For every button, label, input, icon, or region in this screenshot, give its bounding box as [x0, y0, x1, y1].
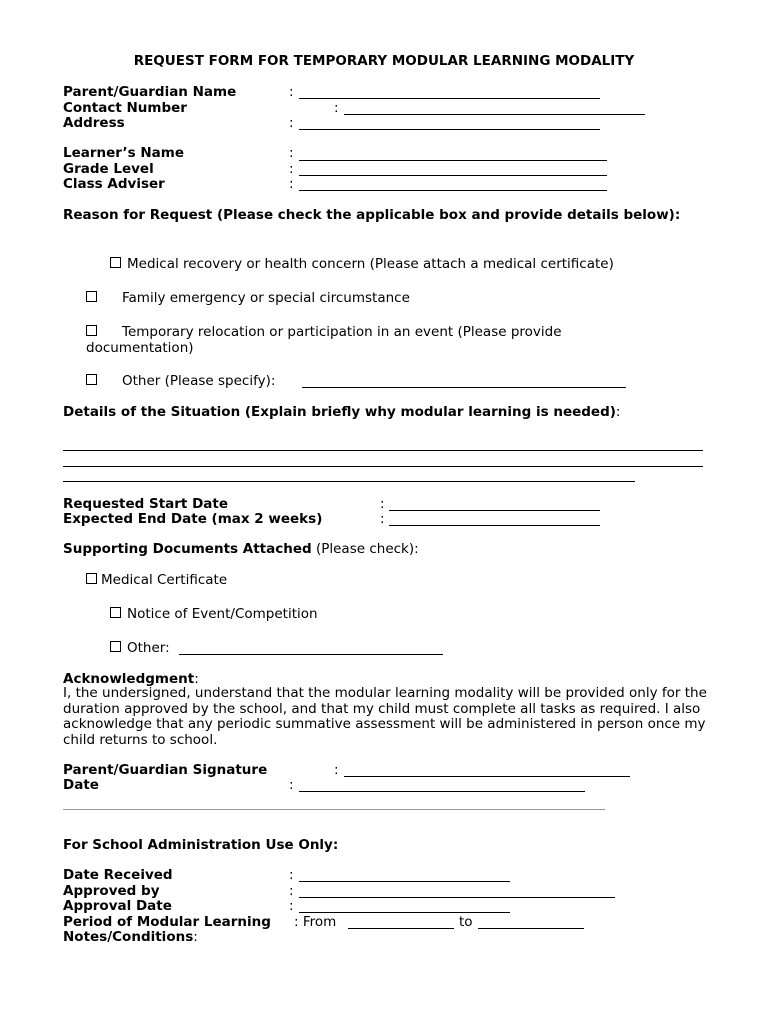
details-line-1[interactable]	[63, 450, 703, 451]
grade-level-colon: :	[289, 161, 294, 177]
section-divider	[63, 809, 605, 810]
doc-option-medical[interactable]	[86, 573, 227, 588]
learner-name-label: Learner’s Name	[63, 145, 185, 161]
reason-option-medical[interactable]	[110, 257, 614, 272]
checkbox-icon[interactable]	[86, 573, 97, 584]
checkbox-icon[interactable]	[86, 325, 97, 336]
date-received-colon: :	[289, 867, 294, 883]
reason-other-field[interactable]	[302, 387, 626, 388]
period-from-field[interactable]	[348, 928, 454, 929]
signature-colon: :	[334, 762, 339, 778]
period-to-label: to	[459, 914, 473, 930]
signature-date-field[interactable]	[299, 791, 585, 792]
notes-label: Notes/Conditions:	[63, 929, 198, 945]
doc-option-other[interactable]	[110, 641, 170, 656]
date-received-label: Date Received	[63, 867, 173, 883]
reason-option-other[interactable]	[86, 374, 275, 389]
grade-level-field[interactable]	[299, 175, 607, 176]
parent-name-label: Parent/Guardian Name	[63, 84, 237, 100]
checkbox-icon[interactable]	[86, 291, 97, 302]
period-label: Period of Modular Learning	[63, 914, 271, 930]
approval-date-colon: :	[289, 898, 294, 914]
class-adviser-label: Class Adviser	[63, 176, 165, 192]
checkbox-icon[interactable]	[86, 374, 97, 385]
doc-option-event[interactable]	[110, 607, 318, 622]
period-to-field[interactable]	[478, 928, 584, 929]
signature-date-colon: :	[289, 777, 294, 793]
checkbox-icon[interactable]	[110, 257, 121, 268]
reason-heading: Reason for Request (Please check the applicable box and provide details below):	[63, 207, 681, 223]
address-label: Address	[63, 115, 125, 131]
period-from-label: : From	[294, 914, 337, 930]
reason-option-family[interactable]	[86, 291, 410, 306]
details-line-3[interactable]	[63, 481, 635, 482]
start-date-field[interactable]	[389, 510, 600, 511]
approved-by-field[interactable]	[299, 897, 615, 898]
doc-other-field[interactable]	[179, 654, 443, 655]
form-title: REQUEST FORM FOR TEMPORARY MODULAR LEARNING MODALITY	[133, 53, 635, 69]
doc-option-event-label: Notice of Event/Competition	[127, 606, 318, 622]
contact-number-colon: :	[334, 100, 339, 116]
reason-option-medical-label: Medical recovery or health concern (Please attach a medical certificate)	[127, 256, 614, 272]
doc-option-other-label: Other:	[127, 640, 170, 656]
parent-name-field[interactable]	[299, 98, 600, 99]
address-colon: :	[289, 115, 294, 131]
admin-heading: For School Administration Use Only:	[63, 837, 339, 853]
doc-option-medical-label: Medical Certificate	[101, 572, 228, 588]
details-heading: Details of the Situation (Explain briefly why modular learning is needed):	[63, 404, 621, 420]
address-field[interactable]	[299, 129, 600, 130]
signature-field[interactable]	[344, 776, 630, 777]
end-date-field[interactable]	[389, 525, 600, 526]
start-date-label: Requested Start Date	[63, 496, 229, 512]
ack-heading: Acknowledgment:	[63, 671, 199, 687]
checkbox-icon[interactable]	[110, 607, 121, 618]
date-received-field[interactable]	[299, 881, 510, 882]
end-date-colon: :	[380, 511, 385, 527]
contact-number-label: Contact Number	[63, 100, 187, 116]
checkbox-icon[interactable]	[110, 641, 121, 652]
grade-level-label: Grade Level	[63, 161, 154, 177]
ack-text: I, the undersigned, understand that the modular learning modality will be provided only for the duration approved by the school, and that my child must complete all tasks as required. I also acknowledge that any periodic summative assessment will be administered in person once my child returns to school.	[63, 685, 707, 748]
details-line-2[interactable]	[63, 466, 703, 467]
contact-number-field[interactable]	[344, 114, 645, 115]
start-date-colon: :	[380, 496, 385, 512]
approved-by-colon: :	[289, 883, 294, 899]
learner-name-field[interactable]	[299, 160, 607, 161]
approval-date-field[interactable]	[299, 912, 510, 913]
signature-label: Parent/Guardian Signature	[63, 762, 268, 778]
parent-name-colon: :	[289, 84, 294, 100]
learner-name-colon: :	[289, 145, 294, 161]
docs-heading: Supporting Documents Attached (Please check):	[63, 541, 419, 557]
approved-by-label: Approved by	[63, 883, 160, 899]
class-adviser-field[interactable]	[299, 190, 607, 191]
reason-option-family-label: Family emergency or special circumstance	[122, 290, 410, 306]
reason-option-relocation[interactable]	[86, 325, 646, 356]
class-adviser-colon: :	[289, 176, 294, 192]
signature-date-label: Date	[63, 777, 99, 793]
approval-date-label: Approval Date	[63, 898, 172, 914]
reason-option-relocation-label: Temporary relocation or participation in an event (Please provide documentation)	[86, 324, 562, 356]
reason-option-other-label: Other (Please specify):	[122, 373, 276, 389]
end-date-label: Expected End Date (max 2 weeks)	[63, 511, 323, 527]
